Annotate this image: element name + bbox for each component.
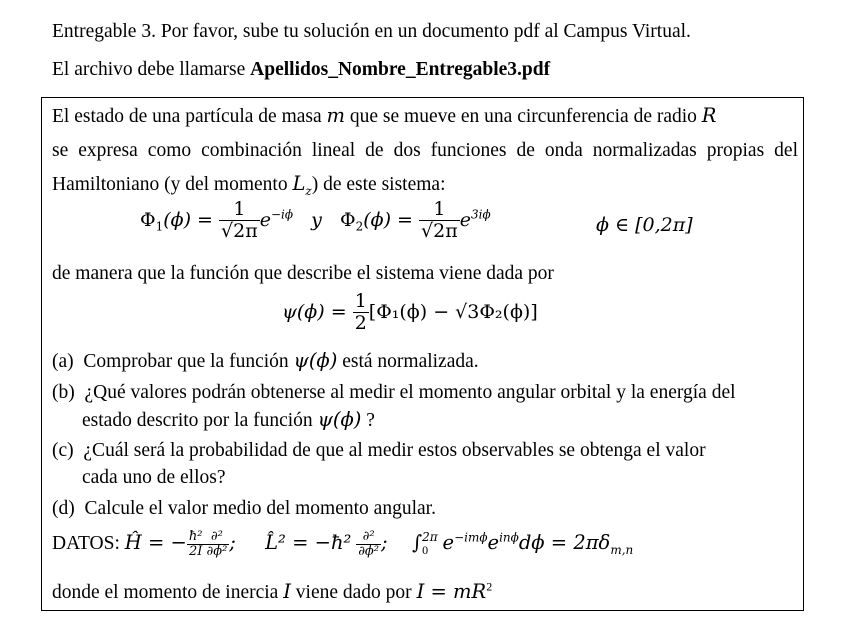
footer-exp: 2: [486, 579, 493, 594]
footer-a: donde el momento de inercia: [52, 582, 284, 603]
item-d-text: Calcule el valor medio del momento angular.: [84, 498, 436, 519]
sep2: ;: [381, 530, 388, 554]
item-c-label: (c): [52, 440, 74, 461]
exp1: −iϕ: [270, 207, 294, 222]
h-coef-num: ħ²: [188, 529, 203, 544]
intro3-b: ) de este sistema:: [311, 174, 446, 195]
item-a: [52, 351, 479, 372]
sep1: ;: [229, 530, 236, 554]
item-a-label: (a): [52, 351, 74, 372]
item-b-line2-a: estado descrito por la función: [82, 410, 318, 431]
intro-line-2: se expresa como combinación lineal de dos funciones de onda normalizadas propias del: [52, 140, 798, 161]
equation-basis: [140, 200, 491, 242]
item-a-text-b: está normalizada.: [337, 351, 479, 372]
phi2-arg: (ϕ) =: [363, 208, 413, 231]
item-a-text-a: Comprobar que la función: [83, 351, 294, 372]
integrand-exp-b: inϕ: [499, 530, 519, 545]
datos-line: [52, 530, 633, 559]
Lz-sub: z: [305, 183, 312, 198]
mid-text: de manera que la función que describe el sistema viene dada por: [52, 263, 554, 284]
equation-psi: [282, 292, 538, 334]
l-op-den: ∂ϕ²: [358, 543, 379, 559]
intro-text-a: El estado de una partícula de masa: [52, 106, 327, 127]
frac2-num: 1: [433, 198, 446, 220]
delta-sub: m,n: [610, 542, 634, 557]
filename-prefix: El archivo debe llamarse: [52, 59, 251, 80]
filename: Apellidos_Nombre_Entregable3.pdf: [250, 59, 551, 80]
header-instructions: Entregable 3. Por favor, sube tu solución en un documento pdf al Campus Virtual.: [52, 21, 691, 42]
l-op-num: ∂²: [362, 529, 375, 544]
frac2-den: √2π: [421, 219, 458, 242]
item-b: [52, 383, 736, 403]
phi1: Φ: [140, 208, 156, 231]
item-b-line1: ¿Qué valores podrán obtenerse al medir el momento angular orbital y la energía del: [84, 382, 736, 403]
psi-rhs: [Φ₁(ϕ) − √3Φ₂(ϕ)]: [368, 300, 538, 323]
frac1-den: √2π: [221, 219, 258, 242]
norm-fraction-1: [219, 200, 260, 242]
psi-lhs: ψ(ϕ) =: [282, 300, 347, 323]
integral-sign: ∫: [411, 530, 423, 554]
footer-line: [52, 579, 493, 603]
exp2: 3iϕ: [470, 207, 491, 222]
item-b-cont: [82, 410, 375, 431]
integrand-e1: e: [442, 530, 455, 554]
intro3-a: Hamiltoniano (y del momento: [52, 174, 293, 195]
item-b-fn: ψ(ϕ): [317, 408, 362, 431]
phi2-sub: 2: [355, 219, 364, 234]
item-d-label: (d): [52, 498, 75, 519]
phi1-arg: (ϕ) =: [163, 208, 213, 231]
l-op: [356, 530, 381, 559]
integral-lower: 0: [422, 543, 429, 558]
footer-eq: I = mR: [416, 580, 487, 603]
intro-text-b: que se mueve en una circunferencia de radio: [345, 106, 702, 127]
datos-label: DATOS:: [52, 532, 120, 554]
item-c: [52, 441, 706, 461]
header-filename-line: [52, 60, 550, 80]
integral-result: dϕ = 2πδ: [518, 530, 611, 554]
item-a-fn: ψ(ϕ): [293, 349, 338, 372]
phi1-sub: 1: [155, 219, 164, 234]
half-fraction: [353, 292, 369, 334]
h-op-den: ∂ϕ²: [206, 543, 228, 559]
var-m: m: [326, 104, 346, 127]
integrand-e2: e: [487, 530, 500, 554]
half-num: 1: [354, 290, 367, 312]
norm-fraction-2: [419, 200, 460, 242]
h-op: [204, 530, 229, 559]
item-b-label: (b): [52, 382, 75, 403]
Lz: L: [292, 172, 306, 195]
frac1-num: 1: [233, 198, 246, 220]
h-op-num: ∂²: [210, 529, 223, 544]
var-R: R: [701, 104, 717, 127]
integral-upper: 2π: [422, 530, 438, 545]
item-b-line2-b: ?: [361, 410, 375, 431]
h-coef: [187, 530, 205, 559]
footer-I: I: [283, 580, 291, 603]
exp2-base: e: [459, 208, 471, 231]
domain: ϕ ∈ [0,2π]: [596, 214, 693, 236]
phi2: Φ: [340, 208, 356, 231]
item-c-line1: ¿Cuál será la probabilidad de que al medir estos observables se obtenga el valor: [83, 440, 706, 461]
integrand-exp-a: −imϕ: [454, 530, 488, 545]
connector-y: y: [311, 208, 322, 231]
h-coef-den: 2I: [187, 544, 205, 559]
intro-line-1: [52, 106, 716, 127]
hamiltonian: Ĥ = −: [124, 530, 187, 554]
intro-line-3: [52, 172, 446, 198]
integral-limits: [422, 531, 438, 557]
footer-b: viene dado por: [290, 582, 417, 603]
L-squared: L̂² = −ħ²: [265, 530, 352, 554]
item-c-cont: cada uno de ellos?: [82, 467, 226, 488]
item-d: [52, 499, 436, 519]
half-den: 2: [354, 311, 367, 334]
exp1-base: e: [259, 208, 271, 231]
